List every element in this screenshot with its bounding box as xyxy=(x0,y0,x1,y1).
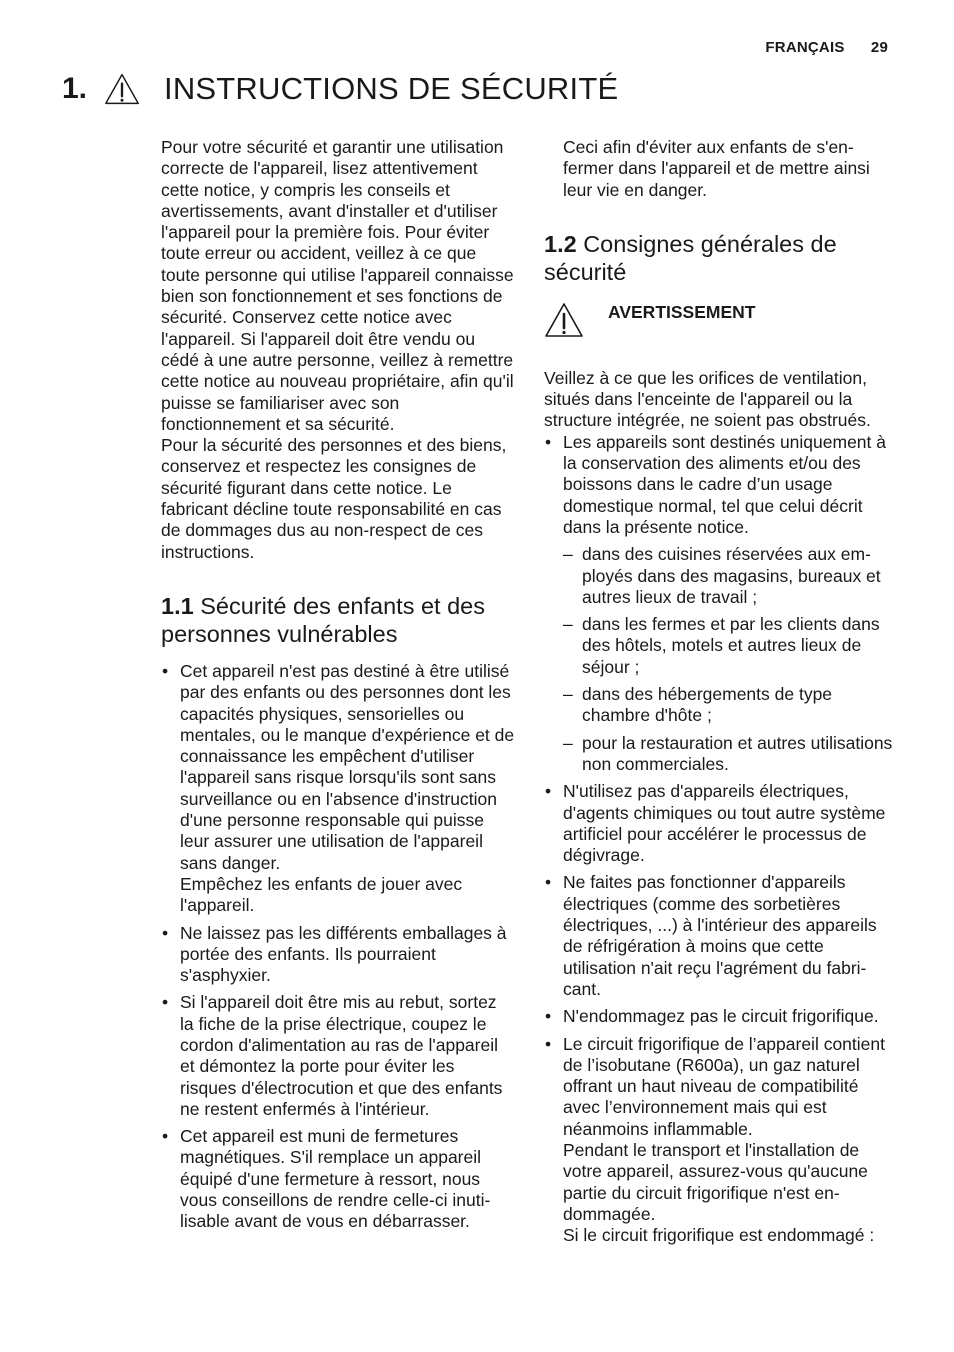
list-item: • Si l'appareil doit être mis au rebut, sortez la fiche de la prise électrique, coupez le cordon d'alimentation au ras de l'appareil et démontez la porte pour éviter les risques d'électrocution et que des enfants ne restent enfermés à l'intérieur. xyxy=(161,992,515,1120)
list-item-text: Les appareils sont destinés uniquement à la conservation des aliments et/ou des boissons dans le cadre d’un usage domestique normal, tel que celui décrit dans la présente notice. xyxy=(563,431,886,537)
section-1-2-list xyxy=(544,432,898,1247)
list-item xyxy=(544,432,898,775)
header-language: FRANÇAIS xyxy=(765,39,845,56)
list-item: • N'endommagez pas le circuit frigorifique. xyxy=(544,1006,898,1027)
list-item-extra: Pendant le transport et l'installation de votre appareil, assurez-vous qu'aucune partie du circuit frigorifique n'est endommagée. xyxy=(563,1139,868,1224)
dash-item: – pour la restauration et autres utilisations non commerciales. xyxy=(563,733,898,776)
right-column xyxy=(544,137,898,1252)
section-1-1-heading xyxy=(161,592,515,648)
section-1-2-number: 1.2 xyxy=(544,230,577,257)
warning-box xyxy=(544,302,898,338)
warning-triangle-icon xyxy=(544,302,584,338)
section-1-1-list xyxy=(161,661,515,1233)
intro-paragraph-1: Pour votre sécurité et garantir une utilisation correcte de l'appareil, lisez attentivement cette notice, y compris les conseils et avertissements, avant d'installer et d'utiliser l'appareil pour la première fois. Pour éviter toute erreur ou accident, veillez à ce que toute personne qui utilise l'appareil connaisse bien son fonctionnement et ses fonctions de sécurité. Conservez cette notice avec l'appareil. Si l'appareil doit être vendu ou cédé à une autre personne, veillez à remettre cette notice au nouveau propriétaire, afin qu'il puisse se familiariser avec son fonctionnement et sa sécurité. xyxy=(161,137,514,434)
list-item: • Cet appareil est muni de fermetures magnétiques. S'il remplace un appareil équipé d'une fermeture à ressort, nous vous conseillons de rendre celle-ci inutilisable avant de vous en débarrasser. xyxy=(161,1126,515,1232)
page-header xyxy=(765,39,888,56)
dash-item: – dans des cuisines réservées aux employés dans des magasins, bureaux et autres lieux de travail ; xyxy=(563,544,898,608)
intro-paragraph-2: Pour la sécurité des personnes et des biens, conservez et respectez les consignes de sécurité figurant dans cette notice. Le fabricant décline toute responsabilité en cas de dommages dus au non-respect de ces instructions. xyxy=(161,435,507,562)
dash-item: – dans des hébergements de type chambre d'hôte ; xyxy=(563,684,898,727)
list-item: • Ne laissez pas les différents emballages à portée des enfants. Ils pourraient s'asphyxier. xyxy=(161,923,515,987)
list-item xyxy=(544,1034,898,1247)
list-item-extra: Empêchez les enfants de jouer avec l'appareil. xyxy=(180,873,463,916)
list-item xyxy=(161,661,515,917)
list-item-text: Cet appareil n'est pas destiné à être utilisé par des enfants ou des personnes dont les capacités physiques, sensorielles ou mentales, ou le manque d'expérience et de connaissance les empêchent d'utiliser l'appareil sans risque lorsqu'ils sont sans surveillance ou en l'absence d'instruction d'une personne responsable qui puisse leur assurer une utilisation de l'appareil sans danger. xyxy=(180,660,515,873)
chapter-title xyxy=(62,66,618,112)
section-1-2-heading xyxy=(544,230,898,286)
warning-label: AVERTISSEMENT xyxy=(608,301,756,322)
continuation-text: Ceci afin d'éviter aux enfants de s'enfermer dans l'appareil et de mettre ainsi leur vie en danger. xyxy=(563,137,870,200)
section-1-1-number: 1.1 xyxy=(161,592,194,619)
dash-list xyxy=(563,544,898,775)
list-item-text: Le circuit frigorifique de l’appareil contient de l’isobutane (R600a), un gaz naturel offrant un haut niveau de compatibilité avec l’environnement mais qui est néanmoins inflammable. xyxy=(563,1033,885,1139)
warning-text: Veillez à ce que les orifices de ventilation, situés dans l'enceinte de l'appareil ou la structure intégrée, ne soient pas obstrués. xyxy=(544,367,871,431)
list-item: • Ne faites pas fonctionner d'appareils électriques (comme des sorbetières électriques, ...) à l'intérieur des appareils de réfrigération à moins que cette utilisation n'ait reçu l'agrément du fabricant. xyxy=(544,872,898,1000)
section-1-1-title: Sécurité des enfants et des personnes vulnérables xyxy=(161,592,485,647)
chapter-heading: INSTRUCTIONS DE SÉCURITÉ xyxy=(164,71,619,106)
dash-item: – dans les fermes et par les clients dans des hôtels, motels et autres lieux de séjour ; xyxy=(563,614,898,678)
warning-triangle-icon xyxy=(104,71,140,107)
section-1-2-title: Consignes générales de sécurité xyxy=(544,230,837,285)
left-column xyxy=(161,137,515,1239)
chapter-number: 1. xyxy=(62,72,88,105)
list-item-extra: Si le circuit frigorifique est endommagé : xyxy=(563,1225,875,1246)
page-number: 29 xyxy=(870,39,888,56)
list-item: • N'utilisez pas d'appareils électriques, d'agents chimiques ou tout autre système artificiel pour accélérer le processus de dégivrage. xyxy=(544,781,898,866)
